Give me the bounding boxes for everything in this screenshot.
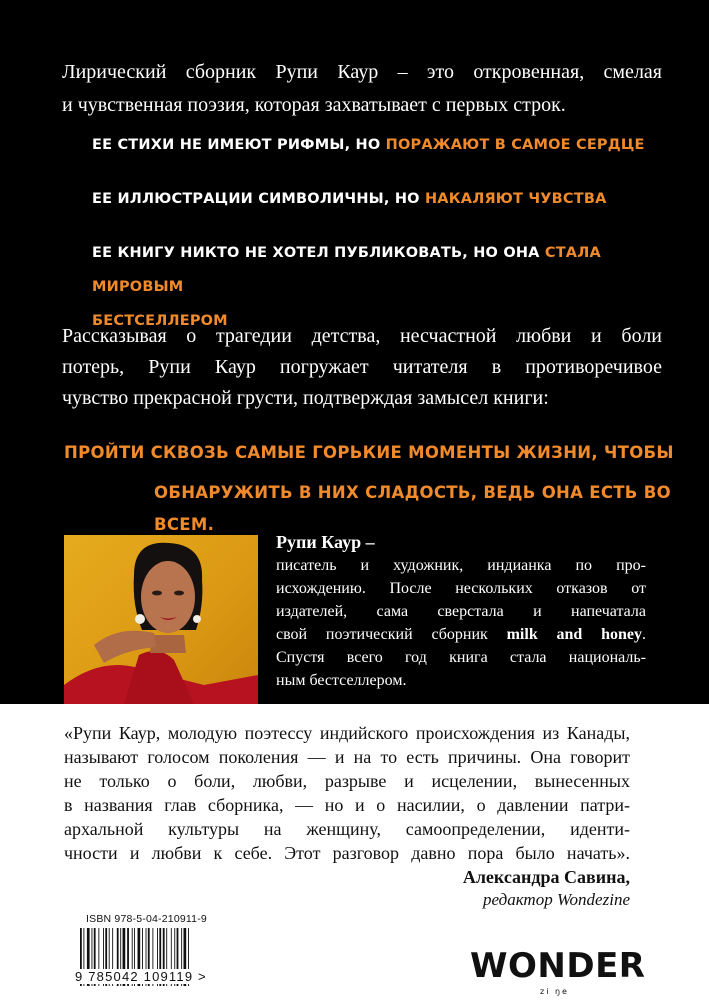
reviewer-role: редактор Wondezine (482, 890, 630, 909)
highlight-line-1: ПРОЙТИ СКВОЗЬ САМЫЕ ГОРЬКИЕ МОМЕНТЫ ЖИЗНИ, ЧТОБЫ (64, 443, 674, 462)
story-line: потерь, Рупи Каур погружает читателя в противоречивое (62, 356, 662, 378)
story-line: чувство прекрасной грусти, подтверждая замысел книги: (62, 387, 549, 409)
publisher-logo: WONDER (470, 946, 646, 986)
review-line: не только о боли, любви, разрыве и исцелении, вынесенных (64, 771, 630, 791)
bio-line: ным бестселлером. (276, 672, 407, 689)
barcode-digits: 9 785042 109119 > (75, 969, 207, 984)
story-paragraph (62, 321, 662, 414)
review-signature (463, 866, 630, 912)
story-line: Рассказывая о трагедии детства, несчастной любви и боли (62, 325, 662, 347)
intro-line: и чувственная поэзия, которая захватывает с первых строк. (62, 94, 566, 116)
review-line: «Рупи Каур, молодую поэтессу индийского происхождения из Канады, (64, 723, 630, 743)
author-bio (276, 530, 646, 692)
review-quote (64, 721, 630, 865)
review-line: архальной культуры на женщину, самоопределении, иденти- (64, 819, 630, 839)
bullet-illustrations: ЕЕ ИЛЛЮСТРАЦИИ СИМВОЛИЧНЫ, НО НАКАЛЯЮТ ЧУВСТВА (92, 191, 607, 207)
author-portrait-illustration (64, 535, 258, 704)
review-line: называют голосом поколения — и на то есть причины. Она говорит (64, 747, 630, 767)
bio-line: писатель и художник, индианка по про- (276, 557, 646, 574)
bio-line: Спустя всего год книга стала националь- (276, 649, 646, 666)
highlight-line-2: ОБНАРУЖИТЬ В НИХ СЛАДОСТЬ, ВЕДЬ ОНА ЕСТЬ ВО ВСЕМ. (154, 483, 671, 534)
intro-line: Лирический сборник Рупи Каур – это откровенная, смелая (62, 61, 662, 83)
reviewer-name: Александра Савина, (462, 867, 630, 887)
review-line: чности и любви к себе. Этот разговор давно пора было начать». (64, 843, 630, 863)
book-title: milk and honey (506, 626, 643, 643)
bullet-rhyme: ЕЕ СТИХИ НЕ ИМЕЮТ РИФМЫ, НО ПОРАЖАЮТ В САМОЕ СЕРДЦЕ (92, 137, 645, 153)
bio-line: исхождению. После нескольких отказов от (276, 580, 646, 597)
bullet-publishing: ЕЕ КНИГУ НИКТО НЕ ХОТЕЛ ПУБЛИКОВАТЬ, НО ОНА СТАЛА МИРОВЫМ БЕСТСЕЛЛЕРОМ (92, 245, 601, 329)
review-line: в названия глав сборника, — но и о насилии, о давлении патри- (64, 795, 630, 815)
author-name: Рупи Каур – (276, 532, 375, 552)
bio-line: издателей, сама сверстала и напечатала (276, 603, 646, 620)
publisher-logo-sub: zi ŋe (540, 987, 569, 996)
author-photo (64, 535, 258, 704)
intro-paragraph (62, 56, 662, 122)
bio-line: свой поэтический сборник milk and honey. (276, 626, 647, 643)
isbn-text: ISBN 978-5-04-210911-9 (86, 913, 207, 925)
